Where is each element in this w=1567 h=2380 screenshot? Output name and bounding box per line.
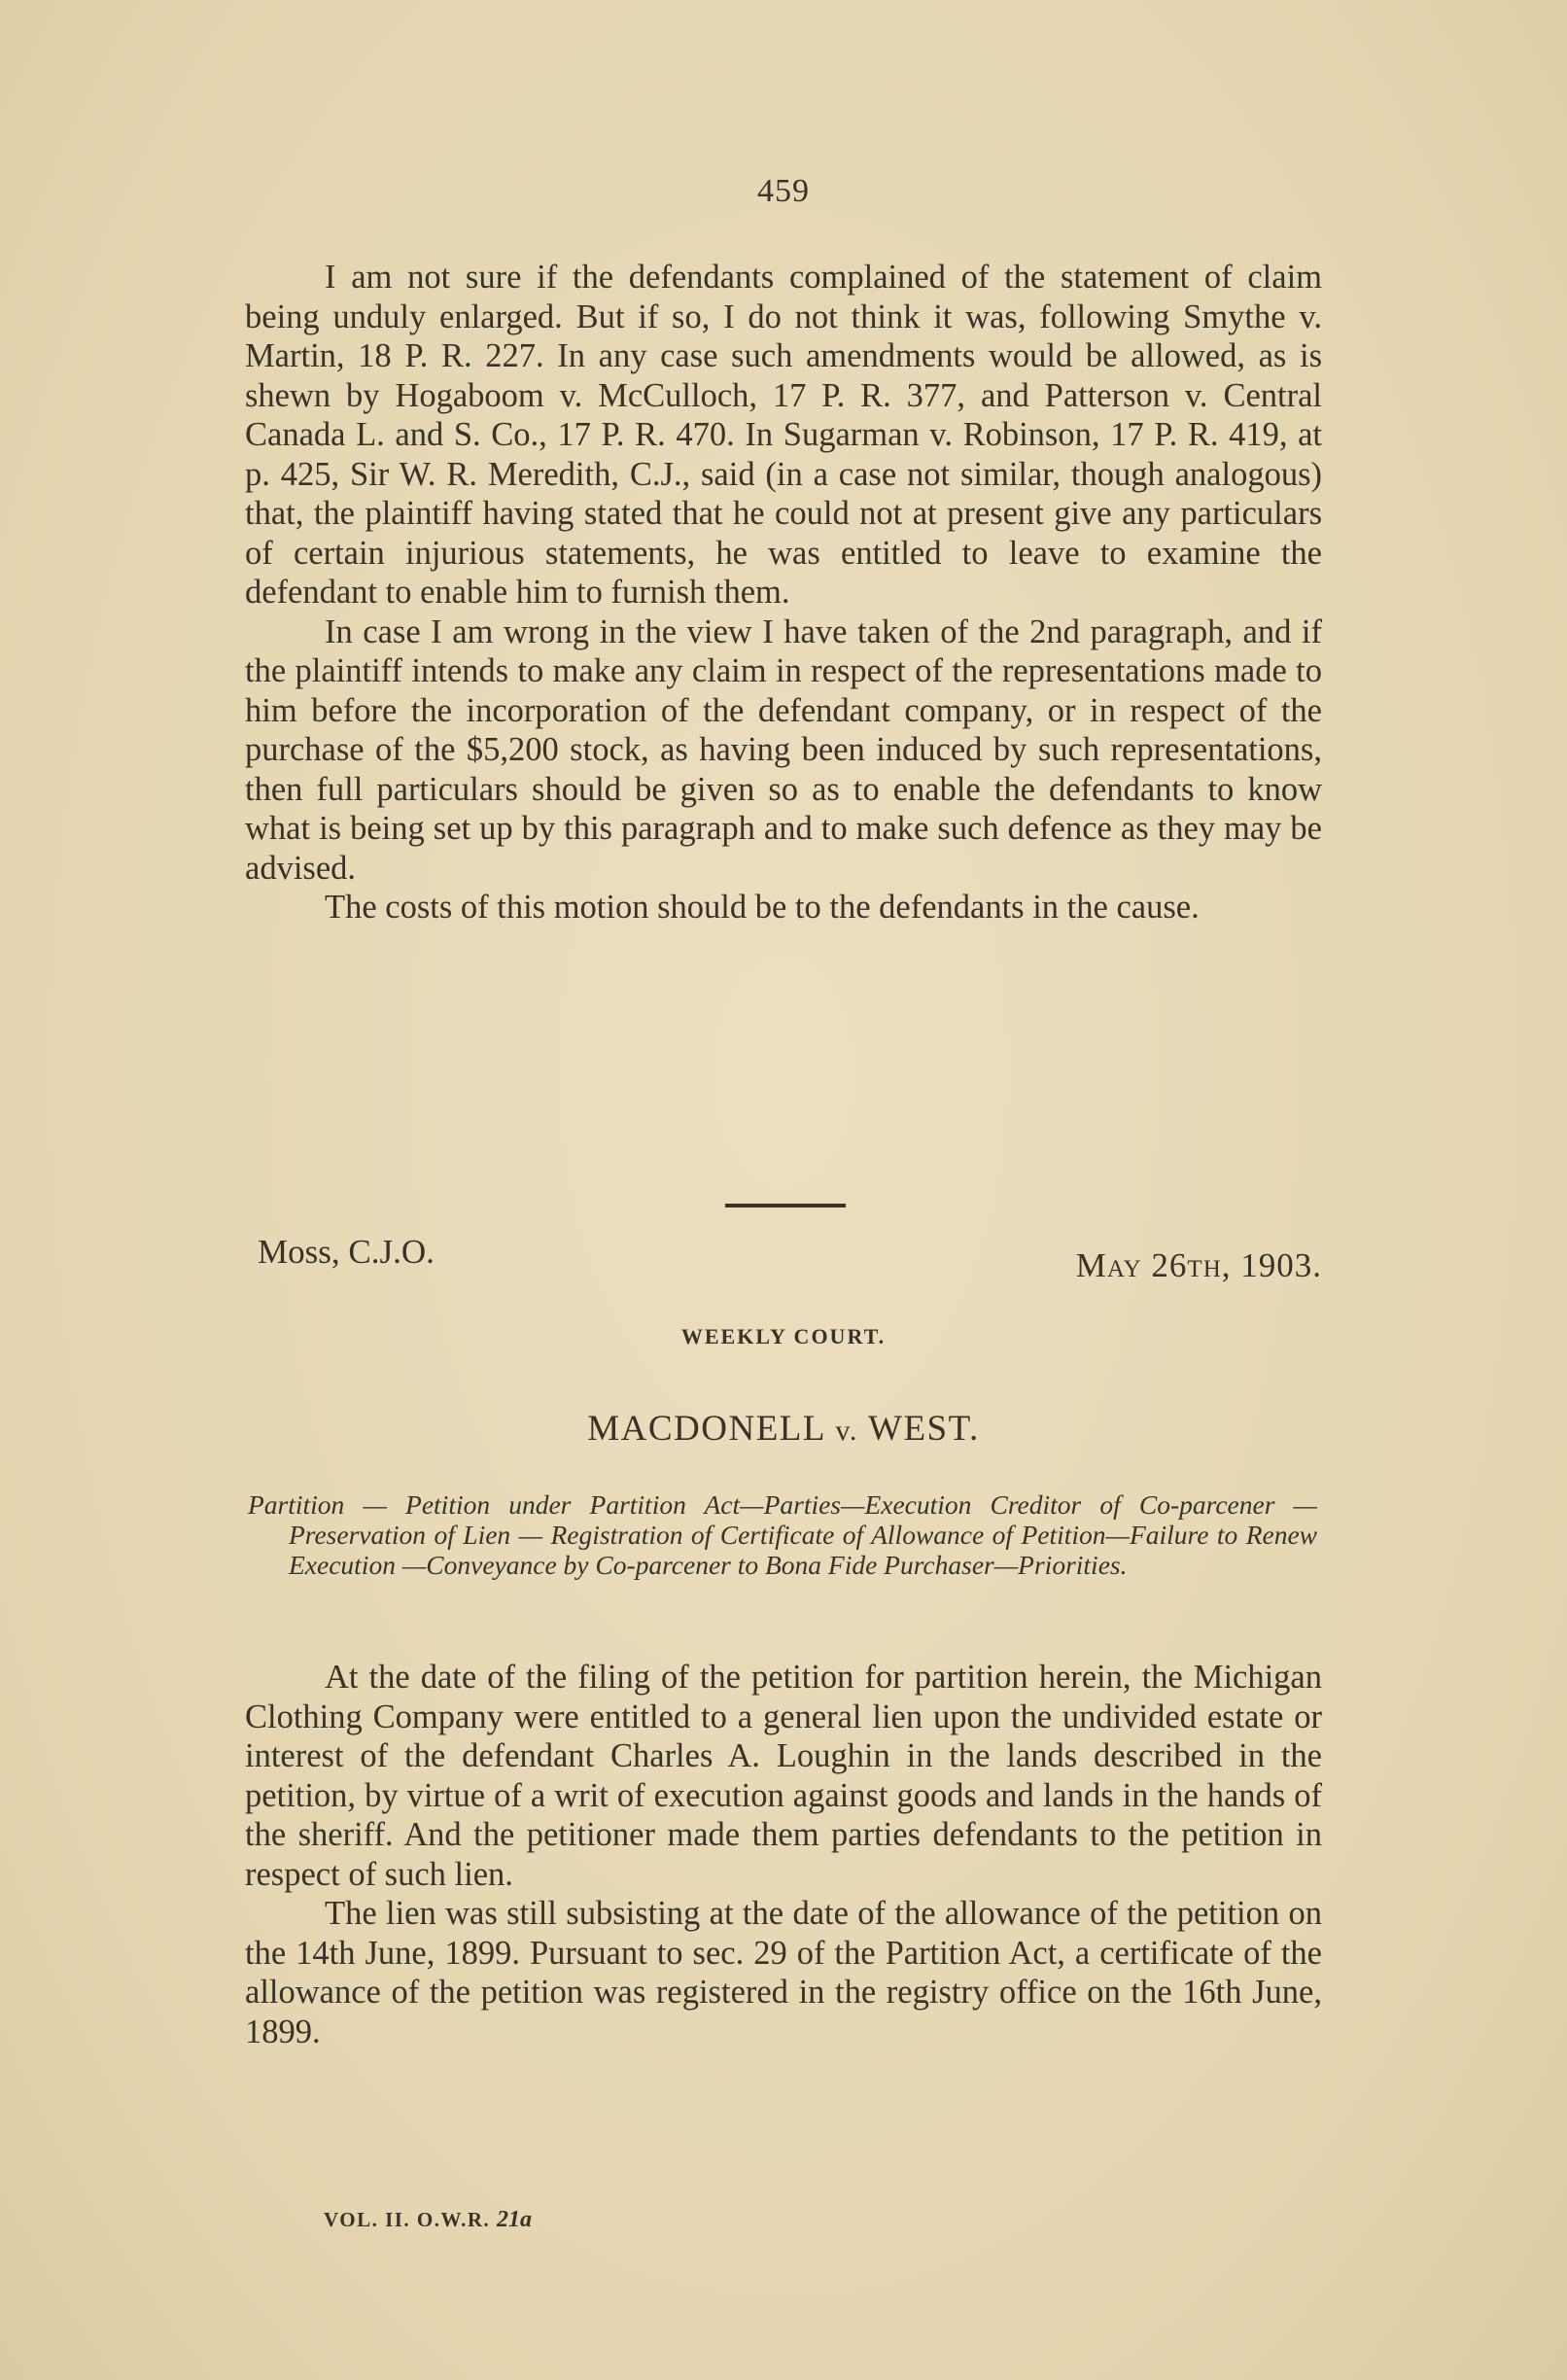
signature-mark	[324, 2207, 532, 2233]
headnote: Partition — Petition under Partition Act—Parties—Execution Creditor of Co-parcener — Preservation of Lien — Registration of Certificate of Allowance of Petition—Failure to Renew Execution —Conveyance by Co-parcener to Bona Fide Purchaser—Priorities.	[248, 1489, 1317, 1580]
lower-text-block	[245, 1658, 1322, 2051]
judgment-date: May 26th, 1903.	[1075, 1246, 1322, 1284]
judge-name: Moss, C.J.O.	[258, 1233, 435, 1271]
paragraph: The costs of this motion should be to the defendants in the cause.	[325, 889, 1200, 926]
paragraph: At the date of the filing of the petition for partition herein, the Michigan Clothing Company were entitled to a general lien upon the undivided estate or interest of the defendant Charles A. Loughin in the lands described in the petition, by virtue of a writ of execution against goods and lands in the hands of the sheriff. And the petitioner made them parties defendants to the petition in respect of such lien.	[245, 1659, 1322, 1893]
case-plaintiff: MACDONELL	[587, 1409, 825, 1449]
case-title	[0, 1408, 1567, 1450]
paragraph: In case I am wrong in the view I have taken of the 2nd paragraph, and if the plaintiff intends to make any claim in respect of the representations made to him before the incorporation of the defendant company, or in respect of the purchase of the $5,200 stock, as having been induced by such representations, then full particulars should be given so as to enable the defendants to know what is being set up by this paragraph and to make such defence as they may be advised.	[245, 612, 1322, 887]
section-divider	[725, 1204, 846, 1208]
upper-text-block	[245, 258, 1322, 928]
court-name: WEEKLY COURT.	[680, 1324, 887, 1348]
case-defendant: WEST.	[868, 1409, 980, 1449]
page-number: 459	[757, 173, 810, 209]
case-versus: v.	[835, 1415, 858, 1447]
signature-suffix: 21a	[497, 2207, 533, 2232]
paragraph: The lien was still subsisting at the date of the allowance of the petition on the 14th June, 1899. Pursuant to sec. 29 of the Partition Act, a certificate of the allowance of the petition was registered in the registry office on the 16th June, 1899.	[245, 1895, 1322, 2050]
paragraph: I am not sure if the defendants complained of the statement of claim being unduly enlarged. But if so, I do not think it was, following Smythe v. Martin, 18 P. R. 227. In any case such amendments would be allowed, as is shewn by Hogaboom v. McCulloch, 17 P. R. 377, and Patterson v. Central Canada L. and S. Co., 17 P. R. 470. In Sugarman v. Robinson, 17 P. R. 419, at p. 425, Sir W. R. Meredith, C.J., said (in a case not similar, though analogous) that, the plaintiff having stated that he could not at present give any particulars of certain injurious statements, he was entitled to leave to examine the defendant to enable him to furnish them.	[245, 259, 1322, 611]
signature-volume: VOL. II. O.W.R.	[324, 2208, 498, 2231]
judge-date-line	[258, 1233, 1322, 1291]
